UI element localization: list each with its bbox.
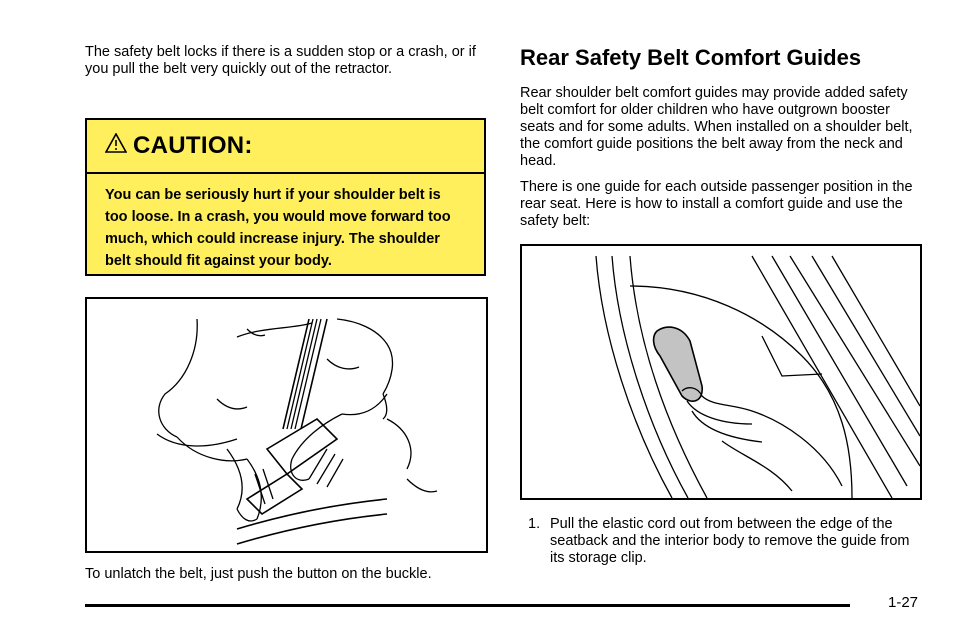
figure-caption: To unlatch the belt, just push the button on the buckle.: [85, 566, 432, 582]
caution-box: [85, 118, 486, 276]
list-item: [528, 516, 920, 567]
buckle-illustration: [87, 299, 486, 551]
comfort-guide-illustration: [520, 244, 922, 500]
caution-title: CAUTION:: [133, 132, 253, 159]
instruction-list: [528, 516, 920, 567]
page-number: 1-27: [888, 594, 919, 611]
intro-paragraph: The safety belt locks if there is a sudden stop or a crash, or if you pull the belt very quickly out of the retractor.: [85, 44, 476, 77]
step-text: Pull the elastic cord out from between the edge of the seatback and the interior body to remove the guide from its storage clip.: [550, 516, 910, 566]
footer-rule: [85, 604, 850, 607]
right-column: [520, 44, 922, 230]
step-number: 1.: [528, 516, 541, 532]
left-column: [85, 44, 489, 78]
comfort-guide-drawing: [522, 246, 920, 498]
unlatch-belt-illustration: [85, 297, 488, 553]
comfort-guides-paragraph: Rear shoulder belt comfort guides may provide added safety belt comfort for older children who have outgrown booster seats and for some adults. When installed on a shoulder belt, the comfort guide positions the belt away from the neck and head.: [520, 85, 913, 169]
caution-header: [87, 120, 484, 174]
warning-triangle-icon: [105, 133, 127, 153]
section-heading: Rear Safety Belt Comfort Guides: [520, 45, 862, 70]
caution-text: You can be seriously hurt if your shoulder belt is too loose. In a crash, you would move forward too much, which could increase injury. The shoulder belt should fit against your body.: [105, 187, 451, 269]
install-intro-paragraph: There is one guide for each outside passenger position in the rear seat. Here is how to install a comfort guide and use the safety belt:: [520, 179, 913, 229]
